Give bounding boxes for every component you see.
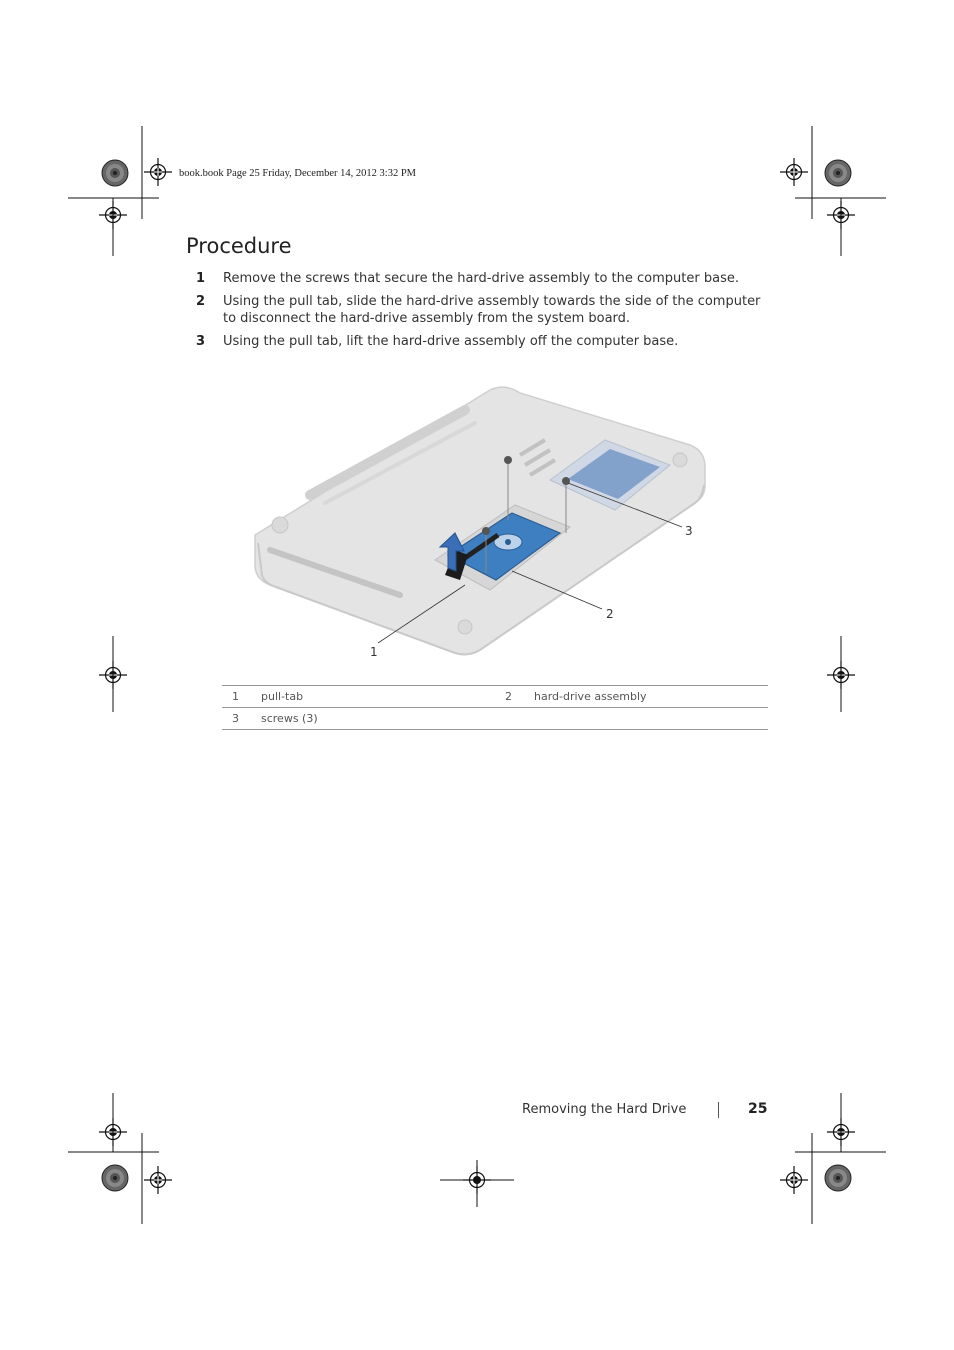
laptop-base [255, 387, 705, 654]
table-row [222, 686, 768, 708]
legend-number: 2 [495, 686, 534, 708]
footer-section-title: Removing the Hard Drive [522, 1102, 687, 1117]
step-text: Using the pull tab, slide the hard-drive assembly towards the side of the computer to disconnect the hard-drive assembly from the system board. [223, 293, 761, 326]
callout-2: 2 [606, 607, 614, 621]
figure-legend-table [222, 685, 768, 730]
legend-number [495, 708, 534, 730]
procedure-step [196, 333, 776, 351]
footer-separator [718, 1102, 719, 1118]
table-row [222, 708, 768, 730]
step-number: 1 [196, 271, 206, 286]
legend-label: pull-tab [261, 686, 495, 708]
procedure-step [196, 270, 776, 288]
legend-number: 3 [222, 708, 261, 730]
print-slug: book.book Page 25 Friday, December 14, 2012 3:32 PM [179, 168, 416, 179]
callout-3: 3 [685, 524, 693, 538]
hard-drive-removal-illustration [250, 385, 710, 660]
page-heading: Procedure [186, 234, 292, 258]
legend-label: hard-drive assembly [534, 686, 768, 708]
page-number: 25 [748, 1101, 768, 1117]
legend-label: screws (3) [261, 708, 495, 730]
procedure-step [196, 293, 776, 328]
callout-1: 1 [370, 645, 378, 659]
procedure-steps [196, 270, 776, 355]
legend-number: 1 [222, 686, 261, 708]
legend-label [534, 708, 768, 730]
step-text: Remove the screws that secure the hard-drive assembly to the computer base. [223, 271, 739, 286]
step-number: 3 [196, 333, 206, 349]
step-number: 2 [196, 293, 206, 309]
step-text: Using the pull tab, lift the hard-drive assembly off the computer base. [223, 333, 679, 349]
